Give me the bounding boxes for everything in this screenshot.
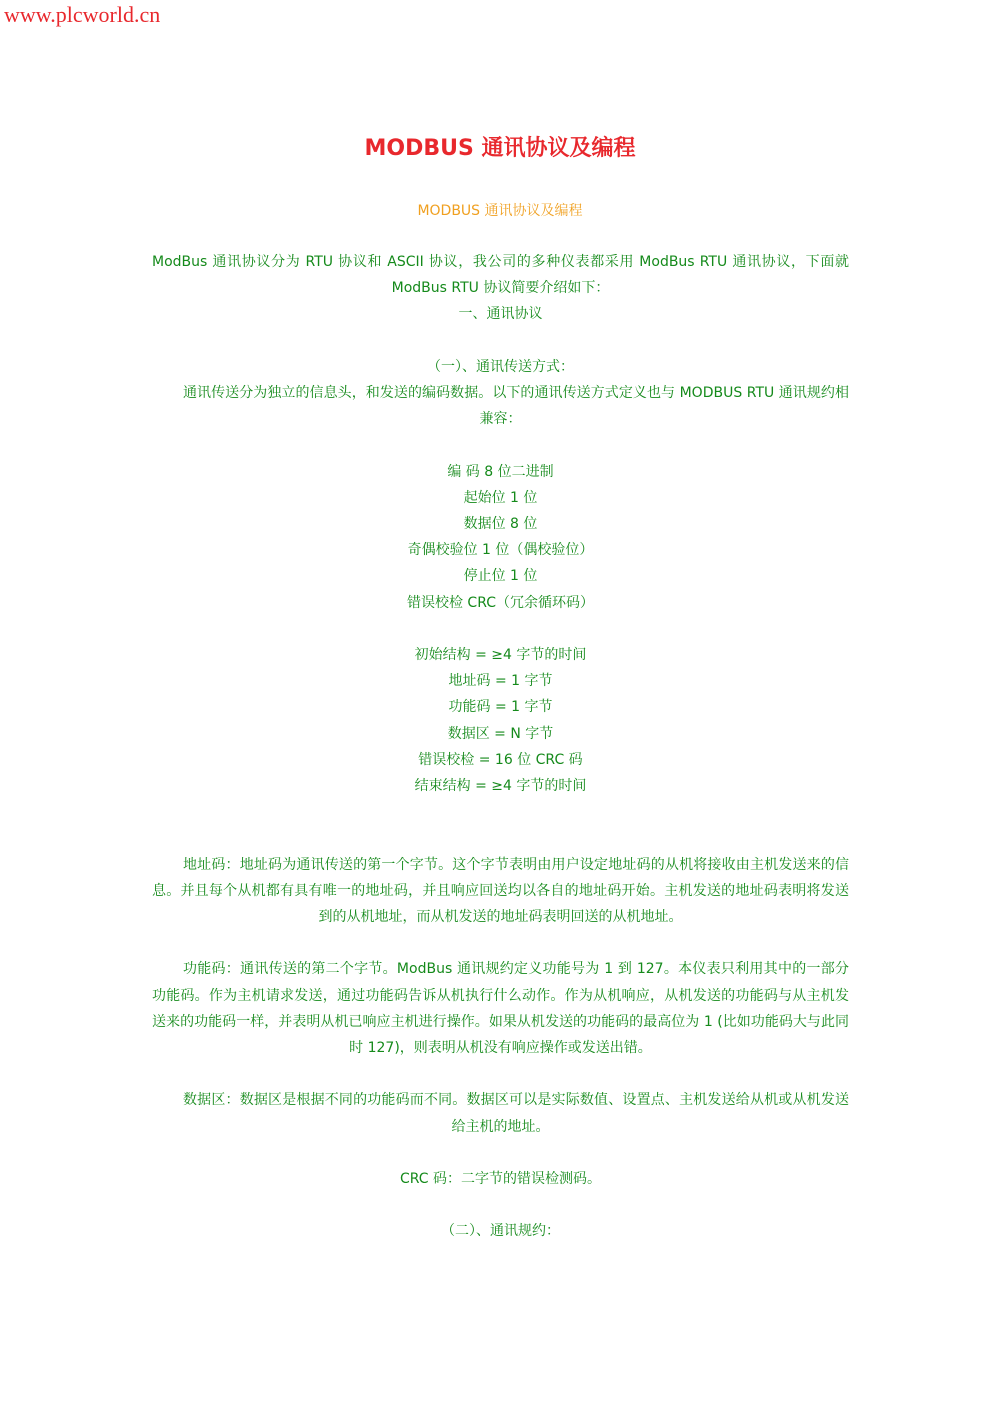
- document-title: MODBUS 通讯协议及编程: [364, 136, 636, 161]
- subsection-heading-rules: （二）、通讯规约：: [441, 1223, 560, 1240]
- encoding-item: 编 码 8 位二进制: [447, 463, 554, 480]
- data-area-paragraph: 数据区：数据区是根据不同的功能码而不同。数据区可以是实际数值、设置点、主机发送给从机或从机发送给主机的地址。: [183, 1092, 849, 1135]
- encoding-item: 数据位 8 位: [463, 516, 538, 532]
- encoding-item: 停止位 1 位: [463, 568, 538, 585]
- address-code-paragraph: 地址码：地址码为通讯传送的第一个字节。这个字节表明由用户设定地址码的从机将接收由主机发送来的信息。并且每个从机都有具有唯一的地址码，并且响应回送均以各自的地址码开始。主机发送的地址码表明将发送到的从机地址，而从机发送的地址码表明回送的从机地址。: [152, 856, 849, 926]
- frame-item: 结束结构 = ≥4 字节的时间: [414, 778, 587, 795]
- encoding-item: 错误校检 CRC（冗余循环码）: [406, 594, 595, 611]
- frame-item: 错误校检 = 16 位 CRC 码: [418, 751, 583, 768]
- subsection-heading-transmission: （一）、通讯传送方式：: [427, 358, 574, 375]
- document-subtitle: MODBUS 通讯协议及编程: [417, 203, 583, 219]
- frame-item: 初始结构 = ≥4 字节的时间: [414, 647, 587, 663]
- document-body: [152, 249, 849, 1245]
- encoding-item: 奇偶校验位 1 位（偶校验位）: [407, 542, 594, 559]
- transmission-paragraph: 通讯传送分为独立的信息头，和发送的编码数据。以下的通讯传送方式定义也与 MODBUS RTU 通讯规约相兼容：: [183, 385, 849, 428]
- crc-code-line: CRC 码：二字节的错误检测码。: [399, 1171, 602, 1187]
- frame-item: 功能码 = 1 字节: [448, 699, 553, 716]
- site-watermark: www.plcworld.cn: [4, 2, 161, 27]
- section-heading-protocol: 一、通讯协议: [458, 306, 543, 323]
- encoding-item: 起始位 1 位: [463, 489, 538, 506]
- function-code-paragraph: 功能码：通讯传送的第二个字节。ModBus 通讯规约定义功能号为 1 到 127。本仪表只利用其中的一部分功能码。作为主机请求发送，通过功能码告诉从机执行什么动作。作为从机响应，从机发送的功能码与从主机发送来的功能码一样，并表明从机已响应主机进行操作。如果从机发送的功能码的最高位为 1 (比如功能码大与此同时 127)，则表明从机没有响应操作或发送出错。: [152, 961, 849, 1057]
- frame-item: 数据区 = N 字节: [447, 725, 554, 742]
- frame-item: 地址码 = 1 字节: [448, 673, 553, 690]
- intro-paragraph: ModBus 通讯协议分为 RTU 协议和 ASCII 协议，我公司的多种仪表都采用 ModBus RTU 通讯协议，下面就 ModBus RTU 协议简要介绍如下：: [152, 254, 849, 297]
